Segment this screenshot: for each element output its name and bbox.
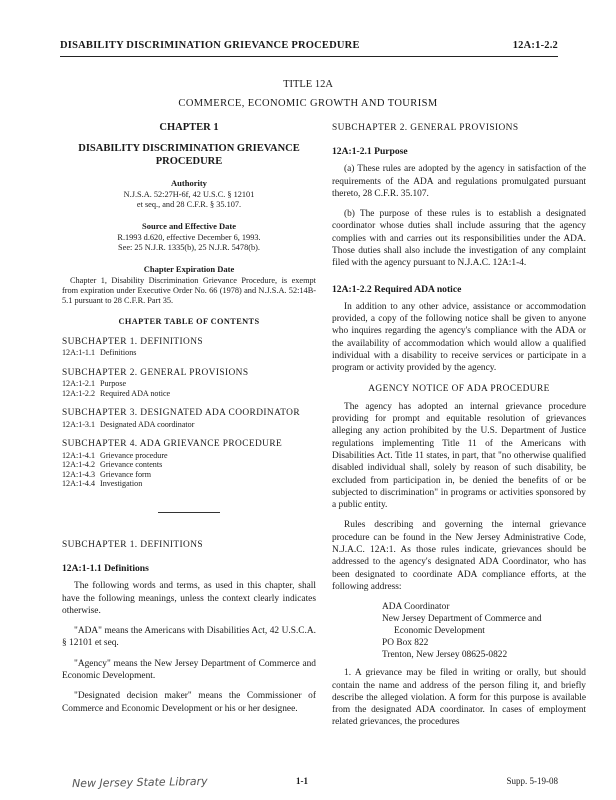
running-header (60, 40, 558, 54)
toc-row-number: 12A:1-2.2 (62, 388, 96, 398)
definition-designated-decision-maker: "Designated decision maker" means the Commissioner of Commerce and Economic Development or his or her designee. (62, 691, 316, 714)
source-line: See: 25 N.J.R. 1335(b), 25 N.J.R. 5478(b). (118, 243, 260, 252)
library-stamp: New Jersey State Library (71, 774, 208, 791)
authority-line: et seq., and 28 C.F.R. § 35.107. (136, 200, 242, 209)
toc-row (62, 348, 316, 358)
toc-subchapter-heading: SUBCHAPTER 4. ADA GRIEVANCE PROCEDURE (62, 439, 283, 450)
toc-row-number: 12A:1-2.1 (62, 379, 96, 389)
toc-group (62, 367, 316, 398)
left-column (62, 122, 316, 715)
toc-row-number: 12A:1-4.3 (62, 469, 96, 479)
address-line: PO Box 822 (382, 638, 429, 649)
toc-row-number: 12A:1-1.1 (62, 348, 96, 358)
header-rule (60, 56, 558, 57)
chapter-number: CHAPTER 1 (159, 122, 219, 133)
expiration-text: Chapter 1, Disability Discrimination Grievance Procedure, is exempt from expiration under Executive Order No. 66 (1978) and N.J.S.A. 52:14B-5.1 pursuant to 28 C.F.R. Part 35. (62, 276, 316, 305)
toc-row-text: Grievance contents (100, 460, 163, 470)
toc-row-text: Designated ADA coordinator (100, 419, 195, 429)
section-12a-1-2.2-heading: 12A:1-2.2 Required ADA notice (332, 283, 462, 295)
chapter-title (62, 142, 316, 168)
toc (62, 336, 316, 489)
address-line: New Jersey Department of Commerce and (382, 614, 542, 625)
source-heading: Source and Effective Date (141, 221, 237, 231)
toc-subchapter-heading: SUBCHAPTER 3. DESIGNATED ADA COORDINATOR (62, 408, 300, 419)
notice-paragraph-1: The agency has adopted an internal grievance procedure providing for prompt and equitable resolution of grievances alleging any action prohibited by the U.S. Department of Justice regulations implementing Title 11 of the Americans with Disabilities Act. Title 11 states, in part, that "no otherwise qualified disabled individual shall, solely by reason of such disability, be excluded from participation in, be denied the benefits of or be subjected to discrimination" in programs or activities sponsored by a public entity. (332, 401, 586, 511)
expiration-heading: Chapter Expiration Date (143, 264, 235, 274)
notice-paragraph-3: 1. A grievance may be filed in writing or orally, but should contain the name and address of the person filing it, and briefly describe the alleged violation. A form for this purpose is available from the designated ADA coordinator. In cases of employment related grievances, the procedures (332, 668, 586, 728)
required-notice-paragraph: In addition to any other advice, assistance or accommodation provided, a copy of the following notice shall be given to anyone who inquires regarding the agency's compliance with the ADA or the availability of accommodation which would allow a qualified individual with a disability to receive services or participate in a program or activity provided by the agency. (332, 301, 586, 374)
toc-row-number: 12A:1-4.1 (62, 450, 96, 460)
toc-row-text: Investigation (100, 479, 143, 489)
toc-row-number: 12A:1-4.2 (62, 460, 96, 470)
definitions-intro: The following words and terms, as used in this chapter, shall have the following meanings, unless the context clearly indicates otherwise. (62, 581, 316, 616)
definition-ada: "ADA" means the Americans with Disabilities Act, 42 U.S.C.A. § 12101 et seq. (62, 626, 316, 649)
title-number: TITLE 12A (283, 79, 333, 90)
toc-row (62, 451, 316, 461)
definition-agency: "Agency" means the New Jersey Department of Commerce and Economic Development. (62, 658, 316, 682)
toc-row-text: Grievance procedure (100, 450, 168, 460)
header-title: DISABILITY DISCRIMINATION GRIEVANCE PROCEDURE (60, 40, 360, 51)
toc-subchapter-heading: SUBCHAPTER 2. GENERAL PROVISIONS (62, 367, 249, 378)
toc-row-text: Definitions (100, 348, 137, 358)
notice-paragraph-2: Rules describing and governing the internal grievance procedure can be found in the New Jersey Administrative Code, N.J.A.C. 12A:1. As those rules indicate, grievances should be addressed to the agency's designated ADA Coordinator, who has been designated to coordinate ADA compliance efforts, at the following address: (332, 520, 586, 592)
toc-row (62, 479, 316, 489)
subchapter-1-heading: SUBCHAPTER 1. DEFINITIONS (62, 539, 203, 550)
title-name: COMMERCE, ECONOMIC GROWTH AND TOURISM (178, 98, 438, 109)
toc-row-number: 12A:1-3.1 (62, 419, 96, 429)
toc-row-text: Required ADA notice (100, 388, 171, 398)
authority-line: N.J.S.A. 52:27H-6f, 42 U.S.C. § 12101 (123, 190, 255, 199)
section-12a-1-2.1-heading: 12A:1-2.1 Purpose (332, 146, 408, 158)
page-number: 1-1 (296, 776, 308, 786)
toc-row-text: Grievance form (100, 469, 152, 479)
chapter-title-line: DISABILITY DISCRIMINATION GRIEVANCE (78, 143, 300, 154)
coordinator-address (382, 601, 586, 661)
toc-row-number: 12A:1-4.4 (62, 479, 96, 489)
right-column (332, 122, 586, 729)
toc-heading: CHAPTER TABLE OF CONTENTS (118, 317, 260, 326)
section-12a-1-1.1-heading: 12A:1-1.1 Definitions (62, 563, 149, 575)
toc-row (62, 420, 316, 430)
toc-group (62, 336, 316, 358)
authority-text (62, 190, 316, 210)
toc-subchapter-heading: SUBCHAPTER 1. DEFINITIONS (62, 337, 203, 347)
subchapter-2-heading: SUBCHAPTER 2. GENERAL PROVISIONS (332, 123, 519, 133)
address-line: Economic Development (394, 626, 485, 637)
toc-group (62, 438, 316, 489)
notice-heading: AGENCY NOTICE OF ADA PROCEDURE (368, 384, 550, 395)
header-section-number: 12A:1-2.2 (512, 40, 558, 51)
toc-row (62, 379, 316, 389)
chapter-title-line: PROCEDURE (155, 156, 223, 167)
toc-row (62, 470, 316, 480)
authority-heading: Authority (171, 178, 207, 188)
toc-group (62, 407, 316, 429)
purpose-paragraph-a: (a) These rules are adopted by the agency in satisfaction of the requirements of the ADA and regulations promulgated pursuant thereto, 28 C.F.R. 35.107. (332, 164, 586, 199)
purpose-paragraph-b: (b) The purpose of these rules is to establish a designated coordinator whose duties shall include assuring that the agency complies with and carries out its responsibilities under the ADA. Those duties shall also include the investigation of any complaint filed with the agency pursuant to N.J.A.C. 12A:1-4. (332, 209, 586, 269)
source-text (62, 233, 316, 253)
address-line: ADA Coordinator (382, 602, 450, 613)
source-line: R.1993 d.620, effective December 6, 1993. (117, 233, 261, 242)
section-divider (158, 512, 220, 513)
toc-row (62, 389, 316, 399)
toc-row-text: Purpose (100, 379, 127, 389)
supplement-date: Supp. 5-19-08 (506, 776, 558, 786)
toc-row (62, 460, 316, 470)
address-line: Trenton, New Jersey 08625-0822 (382, 650, 508, 661)
